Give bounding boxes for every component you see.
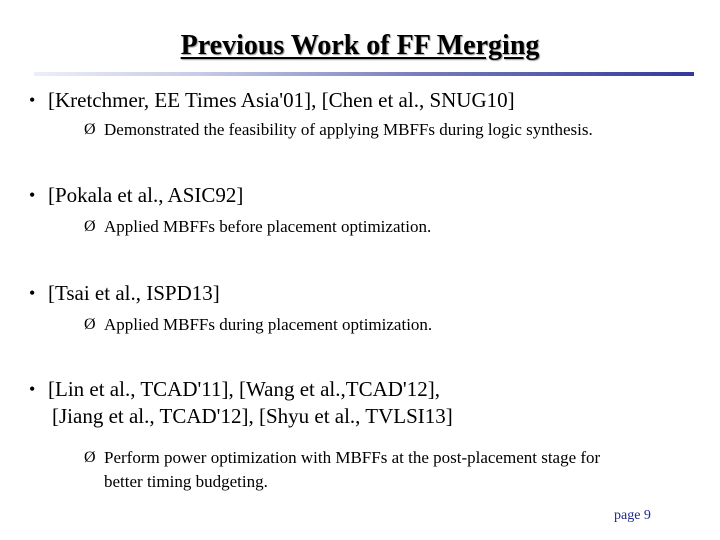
bullet-item-3 xyxy=(29,280,220,307)
bullet-text: [Tsai et al., ISPD13] xyxy=(48,281,220,305)
bullet-dot: • xyxy=(29,283,36,303)
arrow-bullet-icon: Ø xyxy=(84,449,96,466)
title-divider xyxy=(34,72,694,76)
arrow-bullet-icon: Ø xyxy=(84,121,96,138)
arrow-bullet-icon: Ø xyxy=(84,316,96,333)
sub-text: Applied MBFFs during placement optimization. xyxy=(104,315,433,334)
page-number: page 9 xyxy=(614,508,651,523)
sub-text: Demonstrated the feasibility of applying MBFFs during logic synthesis. xyxy=(104,120,593,139)
bullet-text: [Pokala et al., ASIC92] xyxy=(48,183,244,207)
sub-item-1 xyxy=(84,118,593,142)
bullet-dot: • xyxy=(29,379,36,399)
sub-item-2 xyxy=(84,215,432,239)
bullet-item-2 xyxy=(29,182,244,209)
bullet-text-line-2: [Jiang et al., TCAD'12], [Shyu et al., TVLSI13] xyxy=(52,404,453,428)
bullet-dot: • xyxy=(29,185,36,205)
sub-item-4 xyxy=(84,446,601,494)
sub-item-3 xyxy=(84,313,433,337)
bullet-dot: • xyxy=(29,90,36,110)
bullet-text-line-1: [Lin et al., TCAD'11], [Wang et al.,TCAD'12], xyxy=(48,377,440,401)
slide-title: Previous Work of FF Merging xyxy=(180,30,540,61)
sub-text: Applied MBFFs before placement optimization. xyxy=(104,217,432,236)
sub-text-line-2: better timing budgeting. xyxy=(104,472,268,491)
arrow-bullet-icon: Ø xyxy=(84,218,96,235)
bullet-item-4 xyxy=(29,376,453,430)
bullet-item-1 xyxy=(29,87,515,114)
bullet-text: [Kretchmer, EE Times Asia'01], [Chen et al., SNUG10] xyxy=(48,88,515,112)
sub-text-line-1: Perform power optimization with MBFFs at the post-placement stage for xyxy=(104,448,601,467)
